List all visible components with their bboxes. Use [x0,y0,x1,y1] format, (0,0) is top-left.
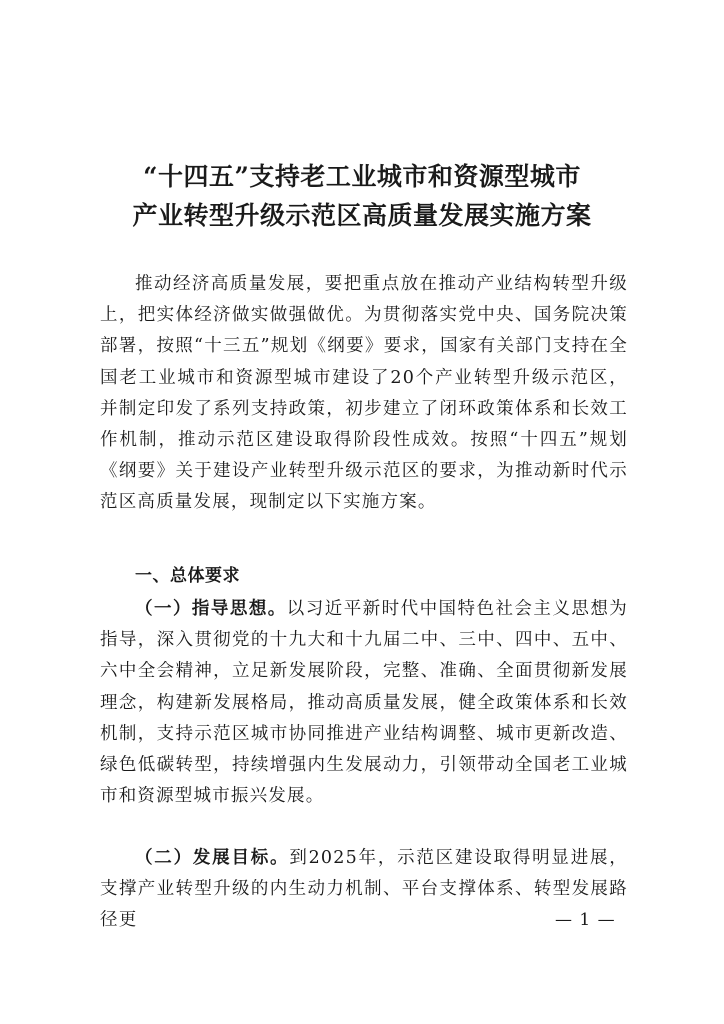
section-heading-general-requirements: 一、总体要求 [135,566,240,586]
document-title-line-1: “十四五”支持老工业城市和资源型城市 [143,162,581,191]
guiding-ideology-paragraph [100,594,628,812]
document-title-line-2: 产业转型升级示范区高质量发展实施方案 [132,201,592,230]
guiding-ideology-label: （一）指导思想。 [135,599,287,619]
development-goals-label: （二）发展目标。 [135,848,290,868]
intro-paragraph: 推动经济高质量发展，要把重点放在推动产业结构转型升级上，把实体经济做实做强做优。为贯彻落实党中央、国务院决策部署，按照“十三五”规划《纲要》要求，国家有关部门支持在全国老工业城市和资源型城市建设了20个产业转型升级示范区，并制定印发了系列支持政策，初步建立了闭环政策体系和长效工作机制，推动示范区建设取得阶段性成效。按照“十四五”规划《纲要》关于建设产业转型升级示范区的要求，为推动新时代示范区高质量发展，现制定以下实施方案。 [100,274,628,513]
development-goals-text: 到2025年，示范区建设取得明显进展，支撑产业转型升级的内生动力机制、平台支撑体系、转型发展路径更 [100,848,628,931]
development-goals-paragraph [100,843,628,937]
page-number: — 1 — [555,910,616,930]
guiding-ideology-text: 以习近平新时代中国特色社会主义思想为指导，深入贯彻党的十九大和十九届二中、三中、四中、五中、六中全会精神，立足新发展阶段，完整、准确、全面贯彻新发展理念，构建新发展格局，推动高质量发展，健全政策体系和长效机制，支持示范区城市协同推进产业结构调整、城市更新改造、绿色低碳转型，持续增强内生发展动力，引领带动全国老工业城市和资源型城市振兴发展。 [100,599,628,807]
